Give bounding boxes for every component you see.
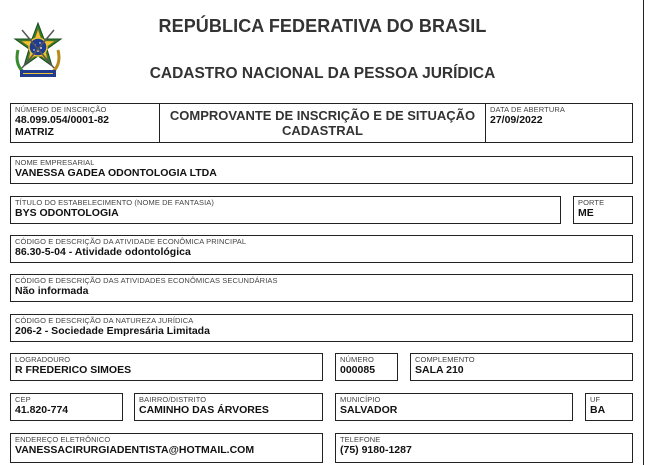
uf-box xyxy=(585,393,633,421)
logradouro-value: R FREDERICO SIMOES xyxy=(15,364,132,376)
nome-empresarial-box xyxy=(10,156,633,184)
porte-value: ME xyxy=(578,207,594,219)
bairro-box xyxy=(134,393,323,421)
porte-box xyxy=(573,196,633,224)
numero-box xyxy=(335,353,398,381)
natureza-juridica-label: CÓDIGO E DESCRIÇÃO DA NATUREZA JURÍDICA xyxy=(15,316,194,325)
natureza-juridica-value: 206-2 - Sociedade Empresária Limitada xyxy=(15,325,210,337)
nome-empresarial-label: NOME EMPRESARIAL xyxy=(15,158,95,167)
atividades-secundarias-value: Não informada xyxy=(15,285,89,297)
numero-value: 000085 xyxy=(340,364,376,376)
complemento-label: COMPLEMENTO xyxy=(415,355,475,364)
abertura-label: DATA DE ABERTURA xyxy=(490,105,565,114)
uf-value: BA xyxy=(590,404,606,416)
municipio-label: MUNICÍPIO xyxy=(340,395,381,404)
bairro-label: BAIRRO/DISTRITO xyxy=(139,395,207,404)
complemento-value: SALA 210 xyxy=(415,364,464,376)
atividades-secundarias-label: CÓDIGO E DESCRIÇÃO DAS ATIVIDADES ECONÔMICAS SECUNDÁRIAS xyxy=(15,276,278,285)
fantasia-box xyxy=(10,196,561,224)
inscricao-type: MATRIZ xyxy=(15,126,54,138)
cep-value: 41.820-774 xyxy=(15,404,69,416)
email-label: ENDEREÇO ELETRÔNICO xyxy=(15,435,111,444)
cep-label: CEP xyxy=(15,395,31,404)
telefone-box xyxy=(335,433,633,463)
document-title: COMPROVANTE DE INSCRIÇÃO E DE SITUAÇÃO CADASTRAL xyxy=(159,103,486,143)
country-title: REPÚBLICA FEDERATIVA DO BRASIL xyxy=(158,16,487,36)
telefone-label: TELEFONE xyxy=(340,435,381,444)
abertura-value: 27/09/2022 xyxy=(490,114,543,126)
registry-title: CADASTRO NACIONAL DA PESSOA JURÍDICA xyxy=(149,65,496,82)
uf-label: UF xyxy=(590,395,601,404)
cep-box xyxy=(10,393,123,421)
municipio-box xyxy=(335,393,573,421)
atividade-principal-value: 86.30-5-04 - Atividade odontológica xyxy=(15,246,191,258)
abertura-box xyxy=(485,103,633,143)
atividade-principal-box xyxy=(10,235,633,263)
natureza-juridica-box xyxy=(10,314,633,342)
email-box xyxy=(10,433,323,463)
brazil-coat-of-arms-icon xyxy=(12,22,64,80)
inscricao-label: NÚMERO DE INSCRIÇÃO xyxy=(15,105,107,114)
numero-label: NÚMERO xyxy=(340,355,374,364)
fantasia-value: BYS ODONTOLOGIA xyxy=(15,207,119,219)
logradouro-label: LOGRADOURO xyxy=(15,355,71,364)
complemento-box xyxy=(410,353,633,381)
nome-empresarial-value: VANESSA GADEA ODONTOLOGIA LTDA xyxy=(15,167,217,179)
atividades-secundarias-box xyxy=(10,274,633,302)
logradouro-box xyxy=(10,353,323,381)
inscricao-number: 48.099.054/0001-82 xyxy=(15,114,110,126)
fantasia-label: TÍTULO DO ESTABELECIMENTO (NOME DE FANTASIA) xyxy=(15,198,215,207)
porte-label: PORTE xyxy=(578,198,605,207)
email-value: VANESSACIRURGIADENTISTA@HOTMAIL.COM xyxy=(15,444,255,456)
atividade-principal-label: CÓDIGO E DESCRIÇÃO DA ATIVIDADE ECONÔMICA PRINCIPAL xyxy=(15,237,247,246)
bairro-value: CAMINHO DAS ÁRVORES xyxy=(139,404,269,416)
telefone-value: (75) 9180-1287 xyxy=(340,444,412,456)
municipio-value: SALVADOR xyxy=(340,404,398,416)
inscricao-box xyxy=(10,103,160,143)
